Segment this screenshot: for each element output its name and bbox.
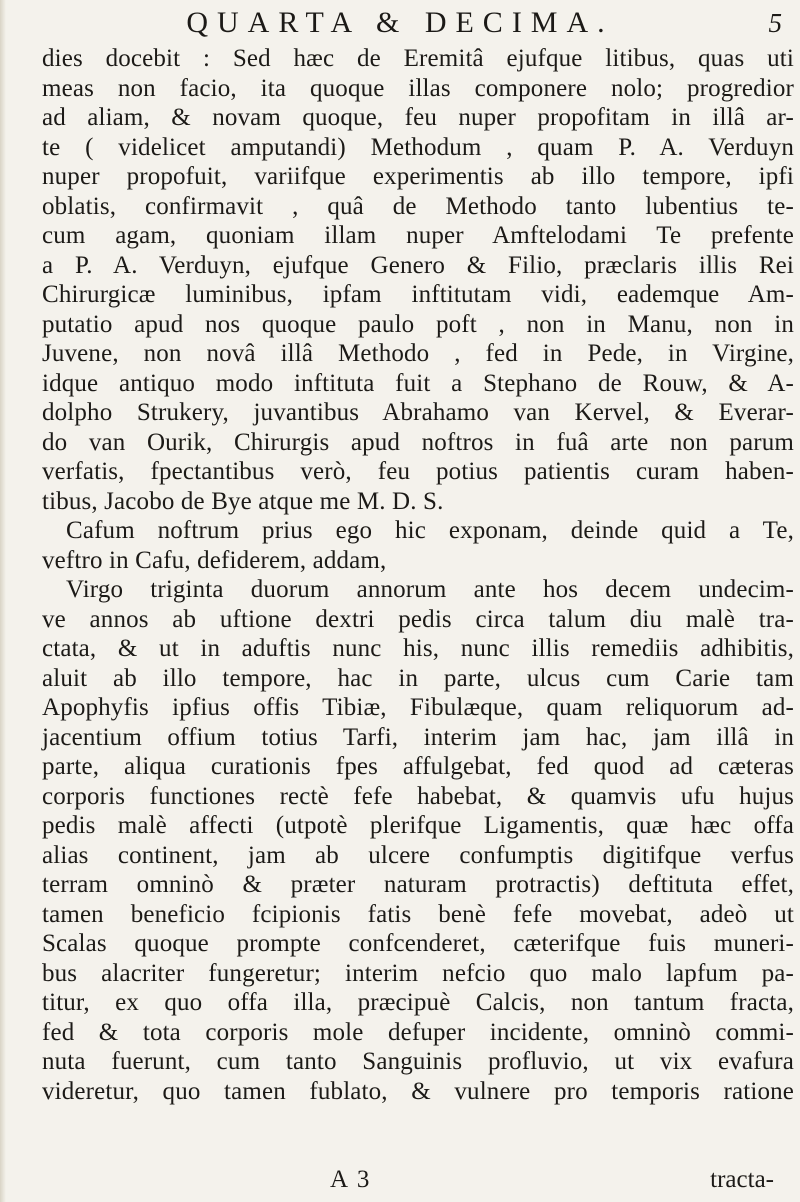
body-text: [42, 44, 794, 1106]
text-line: jacentium offium totius Tarfi, interim jam hac, jam illâ in: [42, 723, 794, 751]
catchword: tracta-: [710, 1166, 774, 1193]
text-line: oblatis, confirmavit , quâ de Methodo tanto lubentius te-: [42, 192, 794, 220]
text-line: putatio apud nos quoque paulo poft , non in Manu, non in: [42, 310, 794, 338]
text-line: Scalas quoque prompte confcenderet, cæterifque fuis muneri-: [42, 930, 794, 957]
text-line: alias continent, jam ab ulcere confumptis digitifque verfus: [42, 841, 794, 869]
text-line: cum agam, quoniam illam nuper Amftelodami Te prefente: [42, 222, 794, 249]
text-line: videretur, quo tamen fublato, & vulnere pro temporis ratione: [42, 1077, 794, 1105]
page-footer: [0, 1166, 800, 1198]
text-line: ctata, & ut in aduftis nunc his, nunc illis remediis adhibitis,: [42, 635, 794, 662]
text-line: nuper propofuit, variifque experimentis ab illo tempore, ipfi: [42, 163, 794, 190]
text-line: Chirurgicæ luminibus, ipfam inftitutam vidi, eademque Am-: [42, 281, 794, 308]
text-line: do van Ourik, Chirurgis apud noftros in fuâ arte non parum: [42, 428, 794, 456]
signature-mark: A 3: [330, 1166, 372, 1193]
text-line: tamen beneficio fcipionis fatis benè fefe movebat, adeò ut: [42, 900, 794, 928]
text-line: a P. A. Verduyn, ejufque Genero & Filio, præclaris illis Rei: [42, 251, 794, 279]
text-line: Cafum noftrum prius ego hic exponam, deinde quid a Te,: [66, 517, 794, 544]
text-line: bus alacriter fungeretur; interim nefcio quo malo lapfum pa-: [42, 959, 794, 987]
text-line: dies docebit : Sed hæc de Eremitâ ejufque litibus, quas uti: [42, 45, 794, 72]
text-line: ad aliam, & novam quoque, feu nuper propofitam in illâ ar-: [42, 104, 794, 131]
text-line: idque antiquo modo inftituta fuit a Stephano de Rouw, & A-: [42, 369, 794, 397]
text-line: meas non facio, ita quoque illas componere nolo; progredior: [42, 74, 794, 102]
text-line: Virgo triginta duorum annorum ante hos decem undecim-: [66, 576, 794, 603]
text-line: Juvene, non novâ illâ Methodo , fed in Pede, in Virgine,: [42, 340, 794, 367]
text-line: dolpho Strukery, juvantibus Abrahamo van Kervel, & Everar-: [42, 399, 794, 426]
text-line: corporis functiones rectè fefe habebat, & quamvis ufu hujus: [42, 782, 794, 810]
text-line: aluit ab illo tempore, hac in parte, ulcus cum Carie tam: [42, 664, 794, 692]
text-line: fed & tota corporis mole defuper incidente, omninò commi-: [42, 1018, 794, 1046]
text-line: tibus, Jacobo de Bye atque me M. D. S.: [42, 487, 444, 515]
text-line: nuta fuerunt, cum tanto Sanguinis profluvio, ut vix evafura: [42, 1048, 794, 1075]
text-line: te ( videlicet amputandi) Methodum , quam P. A. Verduyn: [42, 133, 794, 161]
text-line: ve annos ab uftione dextri pedis circa talum diu malè tra-: [42, 605, 794, 633]
page-number: 5: [768, 8, 782, 38]
text-line: pedis malè affecti (utpotè plerifque Ligamentis, quæ hæc offa: [42, 812, 794, 839]
text-line: parte, aliqua curationis fpes affulgebat, fed quod ad cæteras: [42, 753, 794, 780]
running-title: QUARTA & DECIMA.: [186, 6, 614, 39]
text-line: veftro in Cafu, defiderem, addam,: [42, 546, 387, 574]
page-header: [0, 4, 800, 40]
page-gutter-shadow: [0, 0, 6, 1202]
text-line: Apophyfis ipfius offis Tibiæ, Fibulæque, quam reliquorum ad-: [42, 694, 794, 721]
text-line: titur, ex quo offa illa, præcipuè Calcis, non tantum fracta,: [42, 989, 794, 1016]
text-line: terram omninò & præter naturam protractis) deftituta effet,: [42, 871, 794, 898]
text-line: verfatis, fpectantibus verò, feu potius patientis curam haben-: [42, 458, 794, 485]
